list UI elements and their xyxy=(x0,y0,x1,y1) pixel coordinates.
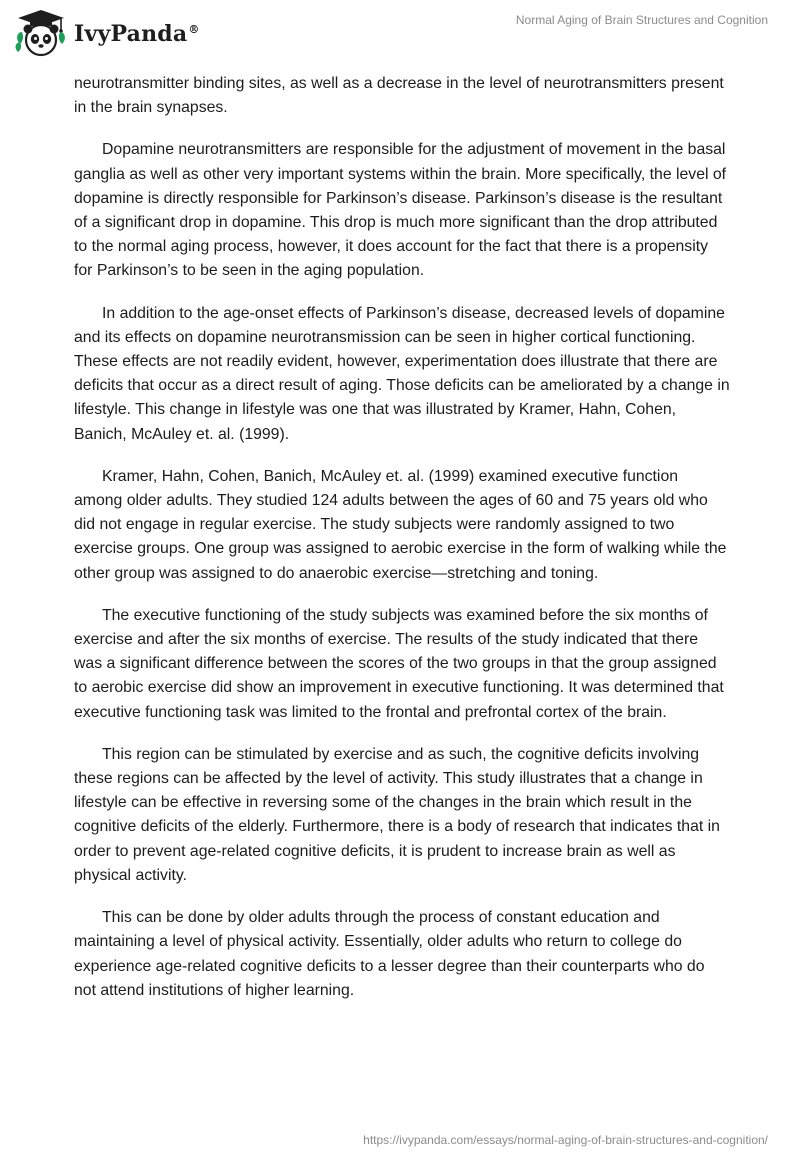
paragraph: This region can be stimulated by exercise and as such, the cognitive deficits involving these regions can be affected by the level of activity. This study illustrates that a change in lifestyle can be effective in reversing some of the changes in the brain which result in the cognitive deficits of the elderly. Furthermore, there is a body of research that indicates that in order to prevent age-related cognitive deficits, it is prudent to increase brain as well as physical activity. xyxy=(74,745,720,884)
source-url[interactable]: https://ivypanda.com/essays/normal-aging-of-brain-structures-and-cognition/ xyxy=(363,1133,768,1147)
paragraph: This can be done by older adults through the process of constant education and maintaining a level of physical activity. Essentially, older adults who return to college do experience age-related cognitive deficits to a lesser degree than their counterparts who do not attend institutions of higher learning. xyxy=(74,909,705,999)
registered-mark: ® xyxy=(188,22,200,36)
ivypanda-logo[interactable] xyxy=(14,8,200,58)
essay-body xyxy=(74,72,730,1021)
page-header xyxy=(0,0,800,66)
paragraph: The executive functioning of the study subjects was examined before the six months of exercise and after the six months of exercise. The results of the study indicated that there was a significant difference between the scores of the two groups in that the group assigned to aerobic exercise did show an improvement in executive functioning. It was determined that executive functioning task was limited to the frontal and prefrontal cortex of the brain. xyxy=(74,606,724,721)
paragraph: Kramer, Hahn, Cohen, Banich, McAuley et. al. (1999) examined executive function among older adults. They studied 124 adults between the ages of 60 and 75 years old who did not engage in regular exercise. The study subjects were randomly assigned to two exercise groups. One group was assigned to aerobic exercise in the form of walking while the other group was assigned to do anaerobic exercise—stretching and toning. xyxy=(74,467,727,582)
panda-graduate-icon xyxy=(14,8,68,58)
paragraph: Dopamine neurotransmitters are responsible for the adjustment of movement in the basal ganglia as well as other very important systems within the brain. More specifically, the level of dopamine is directly responsible for Parkinson’s disease. Parkinson’s disease is the resultant of a significant drop in dopamine. This drop is much more significant than the drop attributed to the normal aging process, however, it does account for the fact that there is a propensity for Parkinson’s to be seen in the aging population. xyxy=(74,141,727,280)
paragraph: In addition to the age-onset effects of Parkinson’s disease, decreased levels of dopamine and its effects on dopamine neurotransmission can be seen in higher cortical functioning. These effects are not readily evident, however, experimentation does illustrate that there are deficits that occur as a direct result of aging. Those deficits can be ameliorated by a change in lifestyle. This change in lifestyle was one that was illustrated by Kramer, Hahn, Cohen, Banich, McAuley et. al. (1999). xyxy=(74,304,730,443)
brand-name: IvyPanda® xyxy=(74,21,200,47)
paragraph-continued: neurotransmitter binding sites, as well as a decrease in the level of neurotransmitters present in the brain synapses. xyxy=(74,75,724,117)
document-title: Normal Aging of Brain Structures and Cognition xyxy=(515,13,768,27)
